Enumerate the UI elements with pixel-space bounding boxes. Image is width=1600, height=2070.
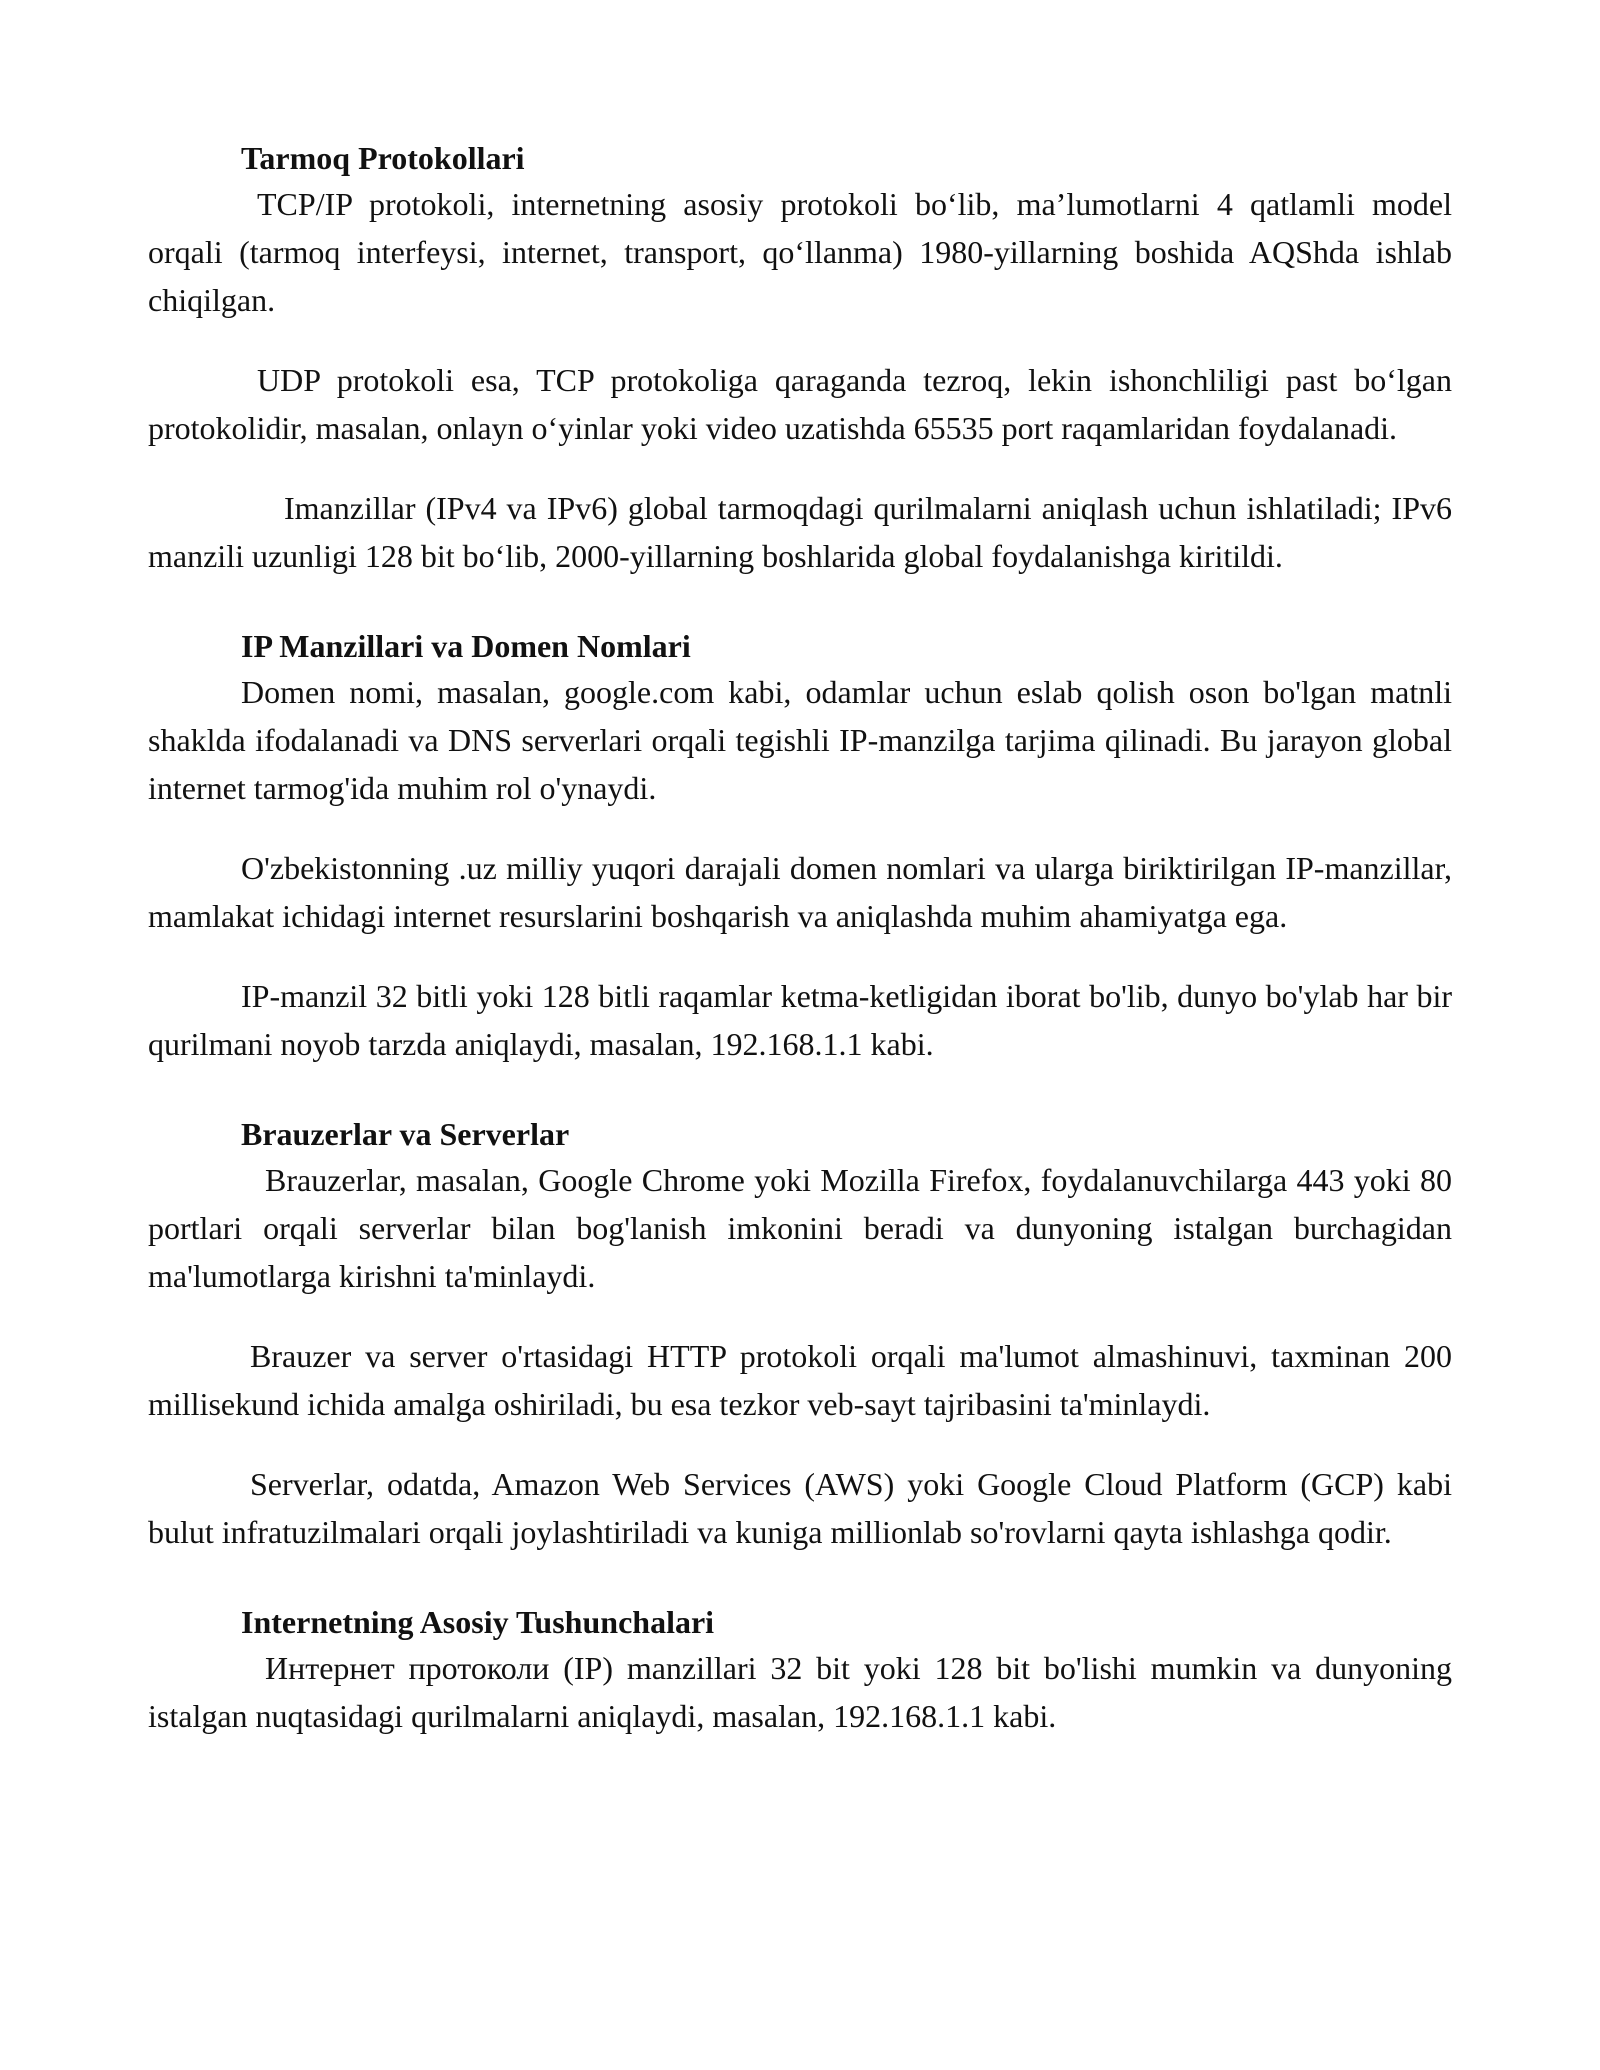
- paragraph: Brauzerlar, masalan, Google Chrome yoki Mozilla Firefox, foydalanuvchilarga 443 yoki 80 portlari orqali serverlar bilan bog'lanish imkonini beradi va dunyoning istalgan burchagidan ma'lumotlarga kirishni ta'minlaydi.: [148, 1162, 1452, 1294]
- paragraph: Domen nomi, masalan, google.com kabi, odamlar uchun eslab qolish oson bo'lgan matnli shaklda ifodalanadi va DNS serverlari orqali tegishli IP-manzilga tarjima qilinadi. Bu jarayon global internet tarmog'ida muhim rol o'ynaydi.: [148, 674, 1452, 806]
- paragraph: TCP/IP protokoli, internetning asosiy protokoli bo‘lib, ma’lumotlarni 4 qatlamli model orqali (tarmoq interfeysi, internet, transport, qo‘llanma) 1980-yillarning boshida AQShda ishlab chiqilgan.: [148, 186, 1452, 318]
- section-heading-internetning-asosiy: Internetning Asosiy Tushunchalari: [241, 1604, 715, 1640]
- paragraph: Serverlar, odatda, Amazon Web Services (AWS) yoki Google Cloud Platform (GCP) kabi bulut infratuzilmalari orqali joylashtiriladi va kuniga millionlab so'rovlarni qayta ishlashga qodir.: [148, 1466, 1452, 1550]
- paragraph: Интернет протоколи (IP) manzillari 32 bit yoki 128 bit bo'lishi mumkin va dunyoning istalgan nuqtasidagi qurilmalarni aniqlaydi, masalan, 192.168.1.1 kabi.: [148, 1650, 1452, 1734]
- paragraph: Imanzillar (IPv4 va IPv6) global tarmoqdagi qurilmalarni aniqlash uchun ishlatiladi; IPv6 manzili uzunligi 128 bit bo‘lib, 2000-yillarning boshlarida global foydalanishga kiritildi.: [148, 490, 1452, 574]
- paragraph: O'zbekistonning .uz milliy yuqori darajali domen nomlari va ularga biriktirilgan IP-manzillar, mamlakat ichidagi internet resurslarini boshqarish va aniqlashda muhim ahamiyatga ega.: [148, 850, 1452, 934]
- section-heading-brauzerlar: Brauzerlar va Serverlar: [241, 1116, 570, 1152]
- document-page: [148, 136, 1452, 1740]
- section-heading-tarmoq-protokollari: Tarmoq Protokollari: [241, 140, 525, 176]
- paragraph: IP-manzil 32 bitli yoki 128 bitli raqamlar ketma-ketligidan iborat bo'lib, dunyo bo'ylab har bir qurilmani noyob tarzda aniqlaydi, masalan, 192.168.1.1 kabi.: [148, 978, 1452, 1062]
- paragraph: UDP protokoli esa, TCP protokoliga qaraganda tezroq, lekin ishonchliligi past bo‘lgan protokolidir, masalan, onlayn o‘yinlar yoki video uzatishda 65535 port raqamlaridan foydalanadi.: [148, 362, 1452, 446]
- paragraph: Brauzer va server o'rtasidagi HTTP protokoli orqali ma'lumot almashinuvi, taxminan 200 millisekund ichida amalga oshiriladi, bu esa tezkor veb-sayt tajribasini ta'minlaydi.: [148, 1338, 1452, 1422]
- section-heading-ip-manzillari: IP Manzillari va Domen Nomlari: [241, 628, 691, 664]
